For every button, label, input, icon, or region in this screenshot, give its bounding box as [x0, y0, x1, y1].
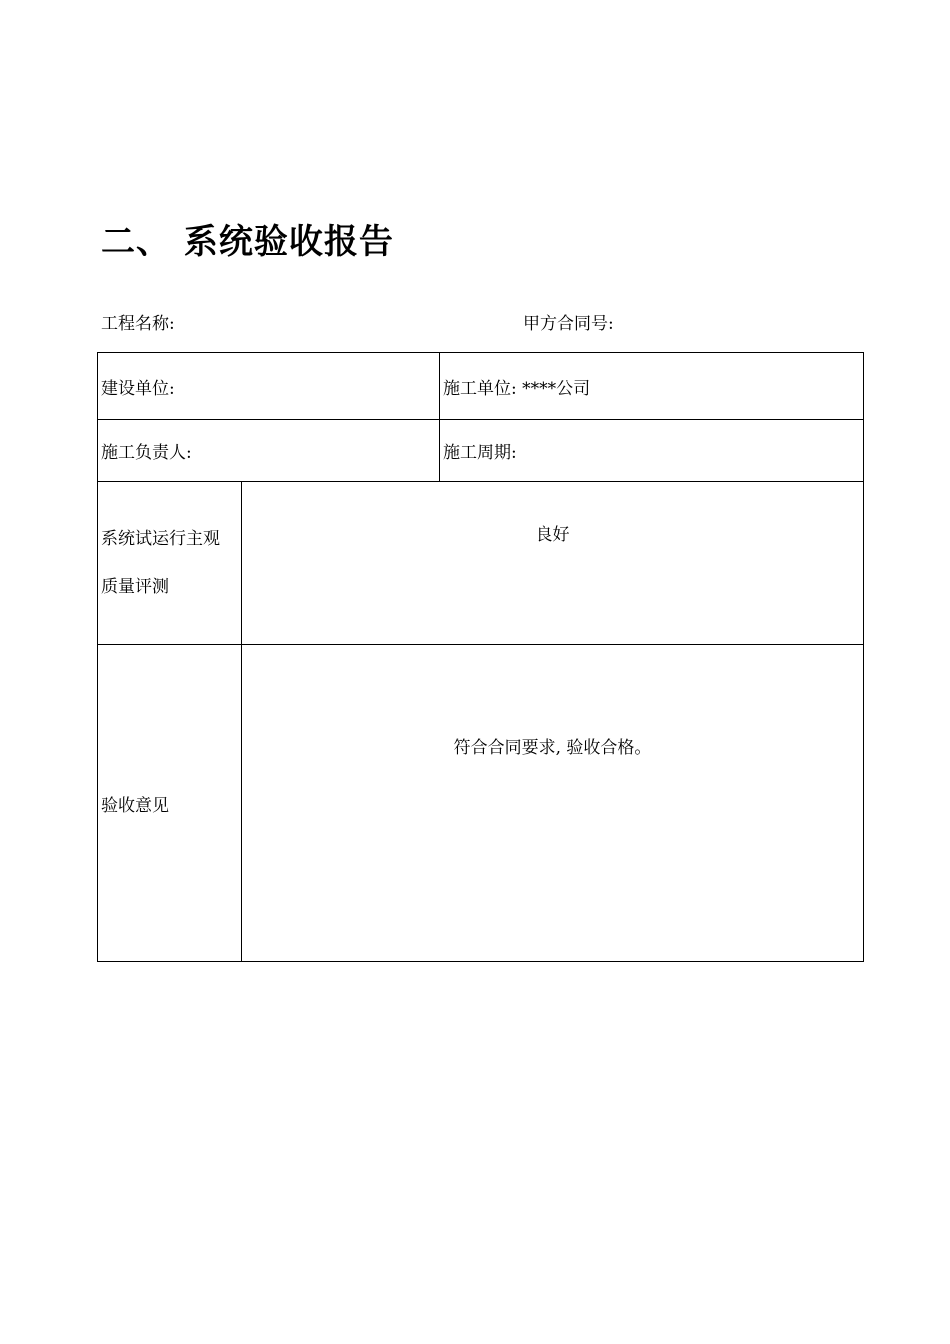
contractor-lead-cell [98, 420, 440, 482]
acceptance-label: 验收意见 [101, 795, 169, 816]
trial-run-label-line2: 质量评测 [101, 577, 169, 597]
acceptance-report-table [97, 352, 864, 962]
trial-run-value-cell [242, 482, 864, 645]
acceptance-value-cell [242, 645, 864, 962]
acceptance-label-cell [98, 645, 242, 962]
table-row [98, 353, 864, 420]
contractor-unit-cell [440, 353, 864, 420]
contract-number-label: 甲方合同号: [523, 314, 614, 334]
table-row [98, 482, 864, 645]
project-name-label: 工程名称: [101, 314, 175, 334]
contractor-lead-label: 施工负责人: [101, 443, 192, 463]
construction-period-cell [440, 420, 864, 482]
construction-unit-label: 建设单位: [101, 378, 175, 399]
construction-unit-cell [98, 353, 440, 420]
acceptance-value: 符合合同要求, 验收合格。 [453, 738, 652, 758]
construction-period-label: 施工周期: [443, 443, 517, 463]
trial-run-label-line1: 系统试运行主观 [101, 529, 220, 549]
table-row [98, 420, 864, 482]
trial-run-value: 良好 [535, 525, 570, 545]
table-row [98, 645, 864, 962]
page-title: 二、 系统验收报告 [101, 222, 394, 262]
contractor-unit-label: 施工单位: ****公司 [443, 378, 591, 399]
trial-run-label-cell [98, 482, 242, 645]
